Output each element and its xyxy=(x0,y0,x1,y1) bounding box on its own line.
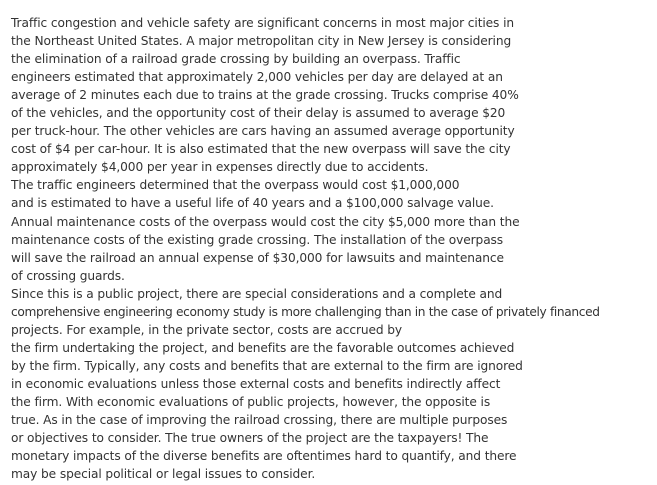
text-line: monetary impacts of the diverse benefits are oftentimes hard to quantify, and there xyxy=(11,449,517,464)
text-line: the Northeast United States. A major metropolitan city in New Jersey is considering xyxy=(11,34,512,49)
text-line: will save the railroad an annual expense of $30,000 for lawsuits and maintenance xyxy=(11,250,504,265)
text-line: by the firm. Typically, any costs and benefits that are external to the firm are ignored xyxy=(11,358,523,373)
text-line: of the vehicles, and the opportunity cost of their delay is assumed to average $20 xyxy=(11,106,506,121)
text-line: true. As in the case of improving the railroad crossing, there are multiple purposes xyxy=(11,413,508,428)
text-line: per truck-hour. The other vehicles are cars having an assumed average opportunity xyxy=(11,124,515,139)
text-line: or objectives to consider. The true owners of the project are the taxpayers! The xyxy=(11,431,489,446)
text-line: average of 2 minutes each due to trains at the grade crossing. Trucks comprise 40% xyxy=(11,88,519,103)
problem-text xyxy=(11,14,651,483)
text-line: the firm. With economic evaluations of public projects, however, the opposite is xyxy=(11,394,491,409)
text-line: the elimination of a railroad grade crossing by building an overpass. Traffic xyxy=(11,52,461,67)
text-line: Traffic congestion and vehicle safety are significant concerns in most major cities in xyxy=(11,16,514,30)
text-line: comprehensive engineering economy study is more challenging than in the case of privately financed xyxy=(11,304,600,319)
text-line: cost of $4 per car-hour. It is also estimated that the new overpass will save the city xyxy=(11,142,511,157)
text-line: in economic evaluations unless those external costs and benefits indirectly affect xyxy=(11,376,501,391)
text-line: may be special political or legal issues to consider. xyxy=(11,467,316,482)
text-line: maintenance costs of the existing grade crossing. The installation of the overpass xyxy=(11,232,504,247)
text-line: approximately $4,000 per year in expenses directly due to accidents. xyxy=(11,160,429,175)
text-line: projects. For example, in the private sector, costs are accrued by xyxy=(11,322,403,337)
text-line: the firm undertaking the project, and benefits are the favorable outcomes achieved xyxy=(11,340,515,355)
text-line: Annual maintenance costs of the overpass would cost the city $5,000 more than the xyxy=(11,214,520,229)
text-line: The traffic engineers determined that the overpass would cost $1,000,000 xyxy=(11,178,460,193)
text-line: and is estimated to have a useful life of 40 years and a $100,000 salvage value. xyxy=(11,196,494,211)
text-line: engineers estimated that approximately 2,000 vehicles per day are delayed at an xyxy=(11,70,503,85)
text-line: of crossing guards. xyxy=(11,268,125,283)
text-line: Since this is a public project, there are special considerations and a complete and xyxy=(11,286,503,301)
